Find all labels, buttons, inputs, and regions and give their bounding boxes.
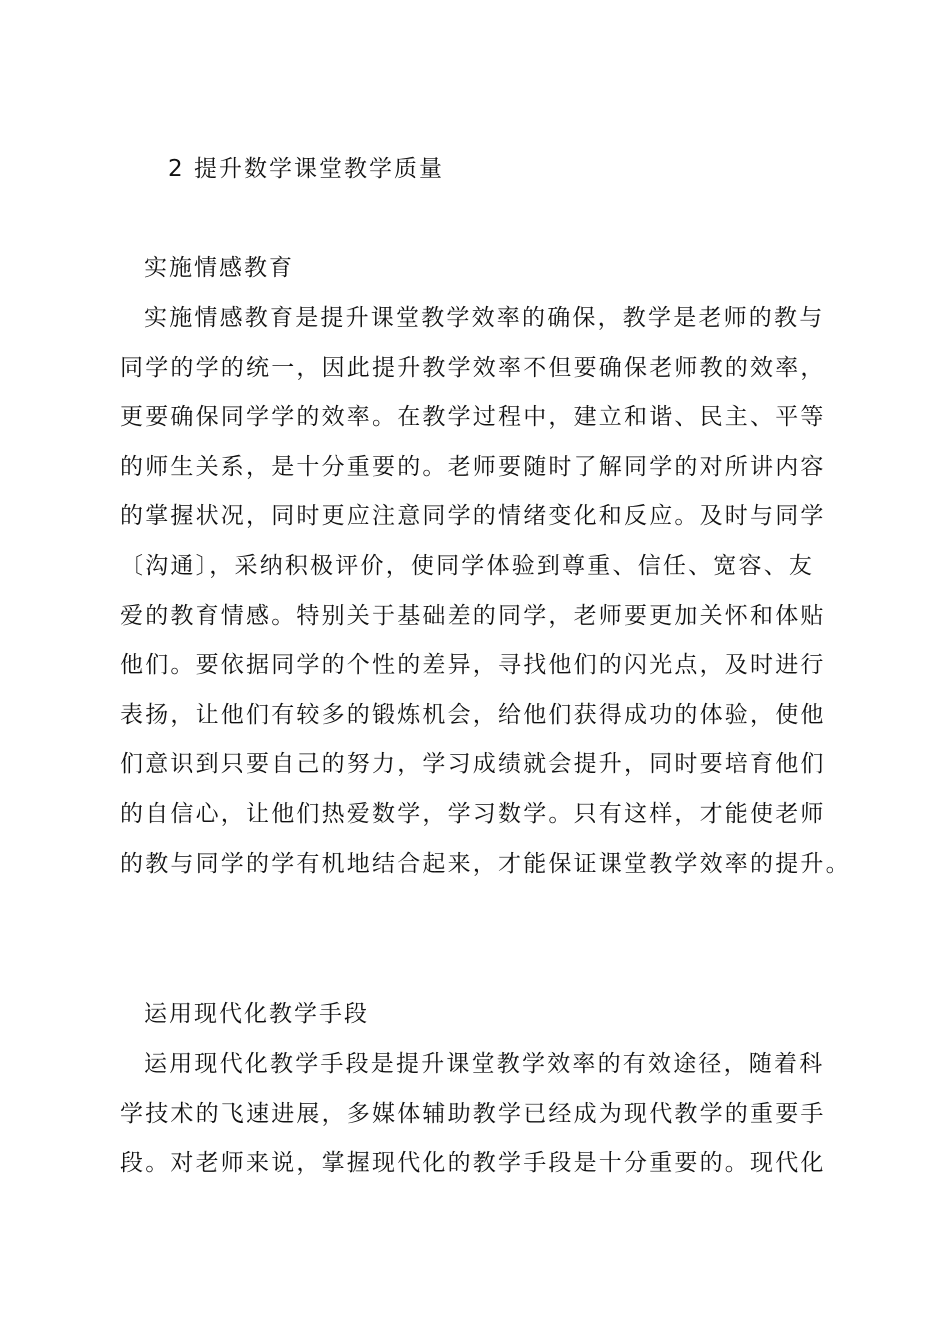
- paragraph-line: 运用现代化教学手段是提升课堂教学效率的有效途径，随着科: [144, 1051, 825, 1077]
- paragraph-line: 的师生关系，是十分重要的。老师要随时了解同学的对所讲内容: [120, 453, 826, 480]
- paragraph-line: 们意识到只要自己的努力，学习成绩就会提升，同时要培育他们: [120, 751, 826, 778]
- paragraph-line: 爱的教育情感。特别关于基础差的同学，老师要更加关怀和体贴: [120, 602, 826, 629]
- paragraph-modern-teaching-methods: [120, 1045, 860, 1194]
- paragraph-line: 〔沟通〕，采纳积极评价，使同学体验到尊重、信任、宽容、友: [120, 552, 815, 579]
- paragraph-line: 的自信心，让他们热爱数学，学习数学。只有这样，才能使老师: [120, 800, 826, 827]
- paragraph-line: 同学的学的统一，因此提升教学效率不但要确保老师教的效率，: [120, 354, 826, 381]
- subsection-heading-modern-teaching-methods: 运用现代化教学手段: [144, 1001, 369, 1027]
- paragraph-line: 表扬，让他们有较多的锻炼机会，给他们获得成功的体验，使他: [120, 701, 826, 728]
- paragraph-line: 的教与同学的学有机地结合起来，才能保证课堂教学效率的提升。: [120, 850, 851, 877]
- paragraph-line: 学技术的飞速进展，多媒体辅助教学已经成为现代教学的重要手: [120, 1100, 826, 1127]
- paragraph-emotional-education: [120, 299, 860, 894]
- section-title: 2 提升数学课堂教学质量: [168, 156, 444, 182]
- subsection-heading-emotional-education: 实施情感教育: [144, 255, 294, 281]
- paragraph-line: 更要确保同学学的效率。在教学过程中，建立和谐、民主、平等: [120, 404, 826, 431]
- paragraph-line: 的掌握状况，同时更应注意同学的情绪变化和反应。及时与同学: [120, 503, 826, 530]
- paragraph-line: 实施情感教育是提升课堂教学效率的确保，教学是老师的教与: [144, 305, 825, 331]
- paragraph-line: 段。对老师来说，掌握现代化的教学手段是十分重要的。现代化: [120, 1150, 826, 1177]
- paragraph-line: 他们。要依据同学的个性的差异，寻找他们的闪光点，及时进行: [120, 652, 826, 679]
